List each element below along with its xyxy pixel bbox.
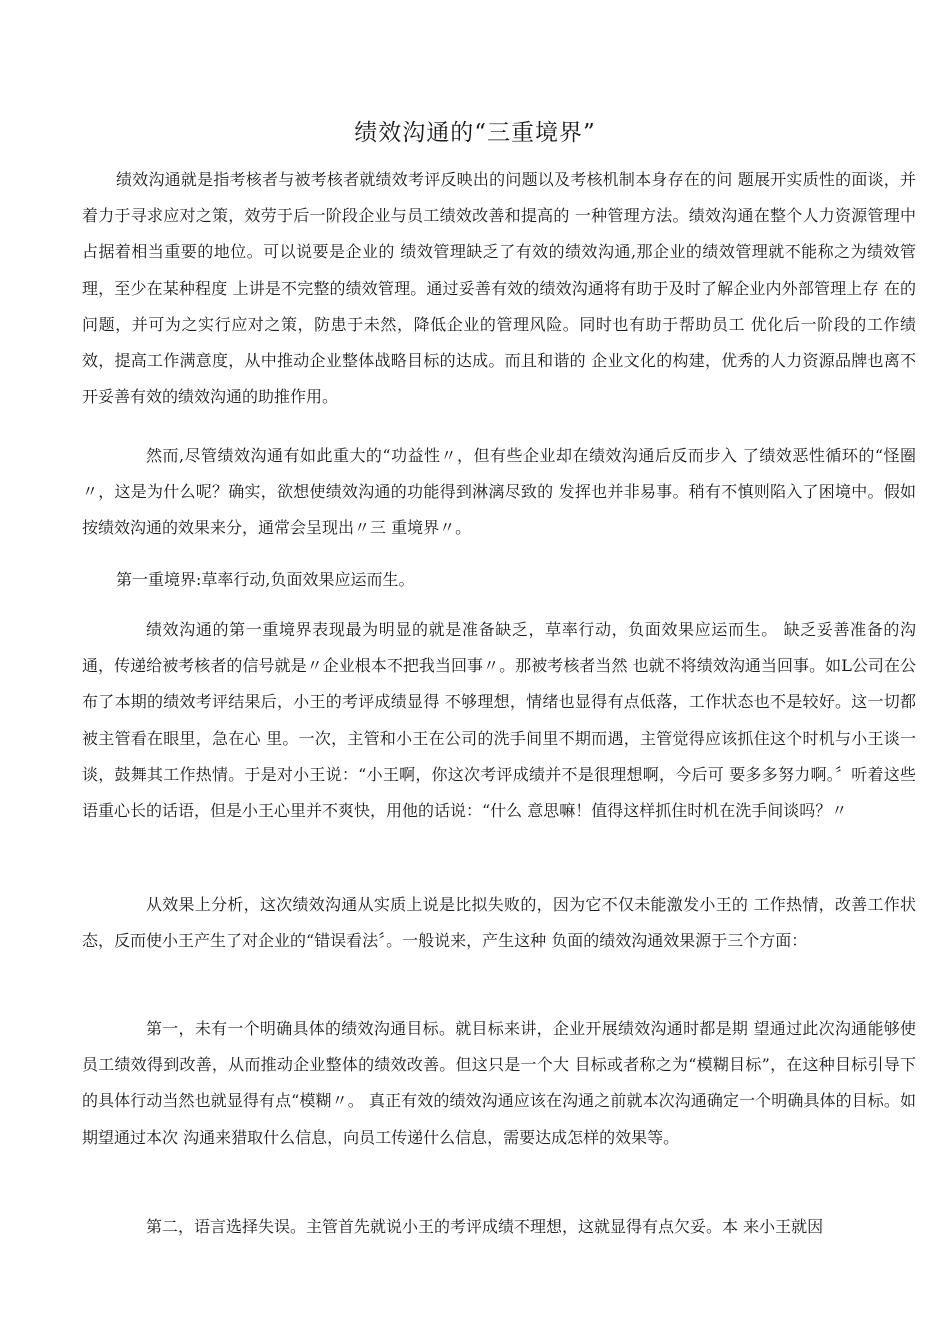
section-heading-first-realm: 第一重境界:草率行动,负面效果应运而生。	[116, 570, 415, 589]
paragraph-first-realm: 绩效沟通的第一重境界表现最为明显的就是准备缺乏，草率行动，负面效果应运而生。 缺乏妥善准备的沟通，传递给被考核者的信号就是〃企业根本不把我当回事〃。那被考核者当然 也就不将绩效沟通当回事。如L公司在公布了本期的绩效考评结果后，小王的考评成绩显得 不够理想，情绪也显得有点低落，工作状态也不是较好。这一切都被主管看在眼里，急在心 里。一次，主管和小王在公司的洗手间里不期而遇，主管觉得应该抓住这个时机与小王谈一 谈，鼓舞其工作热情。于是对小王说：“小王啊，你这次考评成绩并不是很理想啊，今后可 要多多努力啊。〞听着这些语重心长的话语，但是小王心里并不爽快，用他的话说：“什么 意思嘛！值得这样抓住时机在洗手间谈吗？〃	[82, 620, 916, 821]
paragraph-however: 然而,尽管绩效沟通有如此重大的“功益性〃，但有些企业却在绩效沟通后反而步入 了绩效恶性循环的“怪圈〃，这是为什么呢？确实，欲想使绩效沟通的功能得到淋漓尽致的 发挥也并非易事。稍有不慎则陷入了困境中。假如按绩效沟通的效果来分，通常会呈现出〃三 重境界〃。	[82, 446, 916, 538]
paragraph-analysis: 从效果上分析，这次绩效沟通从实质上说是比拟失败的，因为它不仅未能激发小王的 工作热情，改善工作状态，反而使小王产生了对企业的“错误看法〞。一般说来，产生这种 负面的绩效沟通效果源于三个方面：	[82, 895, 916, 951]
paragraph-point-two: 第二，语言选择失误。主管首先就说小王的考评成绩不理想，这就显得有点欠妥。本 来小王就因	[146, 1217, 824, 1236]
paragraph-point-one: 第一，未有一个明确具体的绩效沟通目标。就目标来讲，企业开展绩效沟通时都是期 望通过此次沟通能够使员工绩效得到改善，从而推动企业整体的绩效改善。但这只是一个大 目标或者称之为“模糊目标”，在这种目标引导下的具体行动当然也就显得有点“模糊〃。 真正有效的绩效沟通应该在沟通之前就本次沟通确定一个明确具体的目标。如期望通过本次 沟通来猎取什么信息，向员工传递什么信息，需要达成怎样的效果等。	[82, 1019, 916, 1147]
document-title: 绩效沟通的“三重境界”	[354, 120, 596, 146]
paragraph-intro: 绩效沟通就是指考核者与被考核者就绩效考评反映出的问题以及考核机制本身存在的问 题展开实质性的面谈，并着力于寻求应对之策，效劳于后一阶段企业与员工绩效改善和提高的 一种管理方法。绩效沟通在整个人力资源管理中占据着相当重要的地位。可以说要是企业的 绩效管理缺乏了有效的绩效沟通,那企业的绩效管理就不能称之为绩效管理，至少在某种程度 上讲是不完整的绩效管理。通过妥善有效的绩效沟通将有助于及时了解企业内外部管理上存 在的问题，并可为之实行应对之策，防患于未然，降低企业的管理风险。同时也有助于帮助员工 优化后一阶段的工作绩效，提高工作满意度，从中推动企业整体战略目标的达成。而且和谐的 企业文化的构建，优秀的人力资源品牌也离不开妥善有效的绩效沟通的助推作用。	[82, 170, 916, 407]
